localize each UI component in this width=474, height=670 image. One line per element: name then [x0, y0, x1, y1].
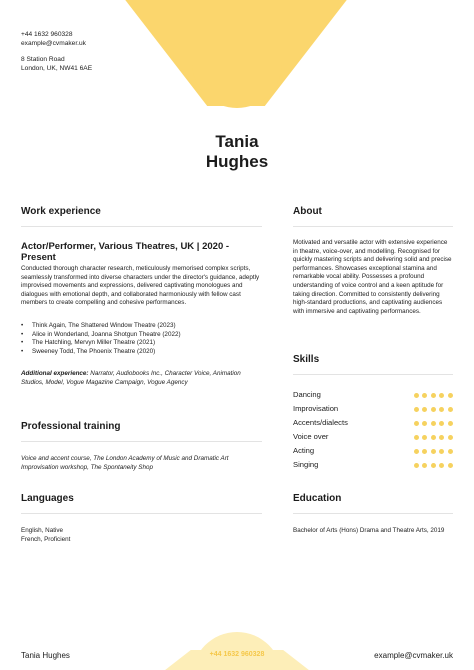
- skill-name: Voice over: [293, 432, 329, 441]
- skill-row: [293, 418, 453, 430]
- role-item: • Alice in Wonderland, Joanna Shotgun Theatre (2022): [21, 331, 262, 340]
- skill-name: Accents/dialects: [293, 418, 348, 427]
- language-item: English, Native: [21, 527, 63, 534]
- candidate-name: [0, 132, 474, 172]
- skill-rating: [414, 421, 453, 426]
- rating-dot-icon: [422, 407, 427, 412]
- rating-dot-icon: [414, 435, 419, 440]
- rating-dot-icon: [439, 393, 444, 398]
- role-item: • The Hatchling, Mervyn Miller Theatre (2021): [21, 339, 262, 348]
- address-line-1: 8 Station Road: [21, 56, 65, 63]
- languages-divider: [21, 513, 262, 514]
- footer-name: Tania Hughes: [21, 651, 70, 660]
- rating-dot-icon: [448, 421, 453, 426]
- skill-rating: [414, 393, 453, 398]
- skill-name: Acting: [293, 446, 315, 455]
- rating-dot-icon: [439, 463, 444, 468]
- work-divider: [21, 226, 262, 227]
- rating-dot-icon: [414, 449, 419, 454]
- skill-name: Improvisation: [293, 404, 339, 413]
- job-description: Conducted thorough character research, meticulously memorised complex scripts, seamlessly transformed into diverse characters under the director's guidance, adeptly improvised movements and expressions, delivered captivating monologues and dialogues with emotional depth, and collaborated harmoniously with fellow cast members to create compelling and cohesive performances.: [21, 265, 260, 307]
- rating-dot-icon: [431, 407, 436, 412]
- additional-text: Narrator, Audiobooks Inc., Character Voice, Animation Studios, Model, Vogue Magazine Campaign, Vogue Agency: [21, 370, 241, 386]
- phone: +44 1632 960328: [21, 31, 73, 38]
- roles-list: [21, 322, 262, 356]
- rating-dot-icon: [431, 435, 436, 440]
- skill-row: [293, 460, 453, 472]
- rating-dot-icon: [414, 393, 419, 398]
- training-heading: Professional training: [21, 421, 121, 432]
- rating-dot-icon: [431, 463, 436, 468]
- contact-block: [21, 30, 92, 73]
- rating-dot-icon: [414, 407, 419, 412]
- email: example@cvmaker.uk: [21, 40, 86, 47]
- rating-dot-icon: [448, 407, 453, 412]
- rating-dot-icon: [448, 463, 453, 468]
- work-experience-heading: Work experience: [21, 206, 101, 217]
- skill-rating: [414, 449, 453, 454]
- rating-dot-icon: [422, 421, 427, 426]
- skill-rating: [414, 463, 453, 468]
- rating-dot-icon: [439, 421, 444, 426]
- training-divider: [21, 441, 262, 442]
- languages-heading: Languages: [21, 493, 74, 504]
- skill-name: Singing: [293, 460, 319, 469]
- language-item: French, Proficient: [21, 535, 71, 543]
- job-title: Actor/Performer, Various Theatres, UK | 2020 - Present: [21, 241, 230, 263]
- first-name: Tania: [215, 132, 259, 151]
- skills-heading: Skills: [293, 354, 320, 365]
- skill-row: [293, 390, 453, 402]
- footer-email: example@cvmaker.uk: [374, 651, 453, 660]
- address-line-2: London, UK, NW41 6AE: [21, 65, 93, 72]
- additional-label: Additional experience:: [21, 370, 89, 377]
- rating-dot-icon: [431, 393, 436, 398]
- rating-dot-icon: [422, 393, 427, 398]
- skill-rating: [414, 435, 453, 440]
- skill-rating: [414, 407, 453, 412]
- skill-row: [293, 404, 453, 416]
- rating-dot-icon: [414, 463, 419, 468]
- rating-dot-icon: [439, 435, 444, 440]
- rating-dot-icon: [431, 421, 436, 426]
- skill-name: Dancing: [293, 390, 321, 399]
- education-text: Bachelor of Arts (Hons) Drama and Theatre Arts, 2019: [293, 527, 445, 534]
- rating-dot-icon: [448, 449, 453, 454]
- rating-dot-icon: [431, 449, 436, 454]
- skills-divider: [293, 374, 453, 375]
- rating-dot-icon: [448, 393, 453, 398]
- about-heading: About: [293, 206, 322, 217]
- rating-dot-icon: [439, 407, 444, 412]
- rating-dot-icon: [422, 435, 427, 440]
- rating-dot-icon: [448, 435, 453, 440]
- additional-experience: [21, 370, 262, 387]
- education-divider: [293, 513, 453, 514]
- languages-list: [21, 527, 262, 544]
- rating-dot-icon: [422, 463, 427, 468]
- role-item: • Think Again, The Shattered Window Theatre (2023): [21, 322, 262, 331]
- last-name: Hughes: [205, 152, 269, 171]
- education-heading: Education: [293, 493, 342, 504]
- rating-dot-icon: [439, 449, 444, 454]
- footer-phone: +44 1632 960328: [209, 651, 265, 658]
- rating-dot-icon: [414, 421, 419, 426]
- about-divider: [293, 226, 453, 227]
- about-text: Motivated and versatile actor with extensive experience in theatre, voice-over, and modelling. Recognised for quickly mastering scripts and delivering solid and precise performances. Showcases exceptional stamina and remarkable vocal ability. Possesses a profound understanding of voice control and a keen aptitude for taking direction. Committed to consistently delivering high-standard productions, and captivating audiences with immersive and captivating performances.: [293, 239, 452, 315]
- role-item: • Sweeney Todd, The Phoenix Theatre (2020): [21, 348, 262, 357]
- training-text: Voice and accent course, The London Academy of Music and Dramatic Art Improvisation workshop, The Spontaneity Shop: [21, 455, 229, 471]
- rating-dot-icon: [422, 449, 427, 454]
- skill-row: [293, 432, 453, 444]
- skill-row: [293, 446, 453, 458]
